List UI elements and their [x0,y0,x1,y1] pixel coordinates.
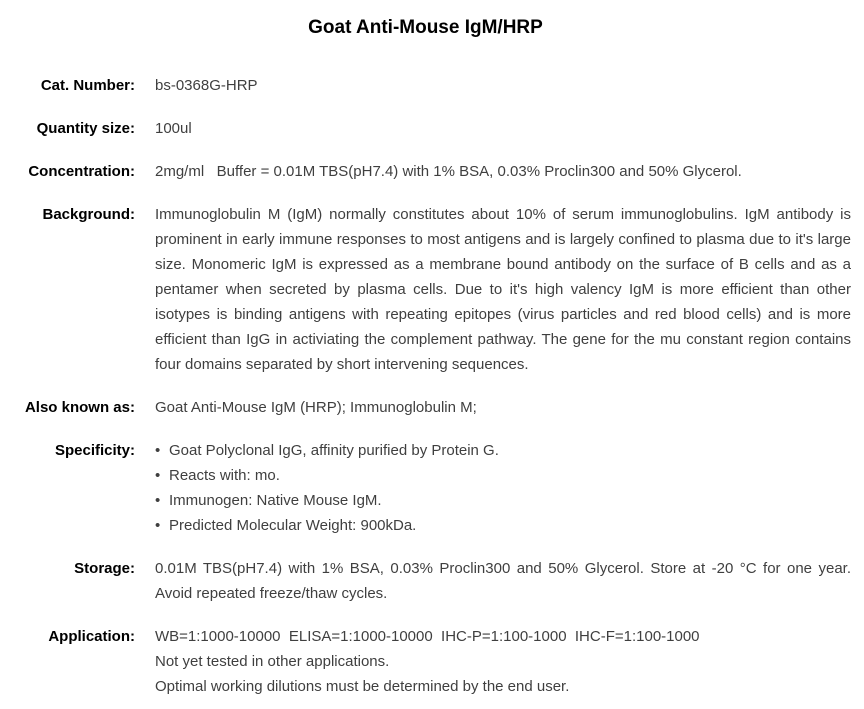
field-row-application [0,624,851,699]
field-row-specificity [0,438,851,538]
quantity-size-label: Quantity size: [36,120,135,137]
background-value: Immunoglobulin M (IgM) normally constitutes about 10% of serum immunoglobulins. IgM antibody is prominent in early immune responses to most antigens and is largely confined to plasma due to it's large size. Monomeric IgM is expressed as a membrane bound antibody on the surface of B cells and as a pentamer when secreted by plasma cells. Due to it's high valency IgM is more efficient than other isotypes is binding antigens with repeating epitopes (virus particles and red blood cells) and is more efficient than IgG in activiating the complement pathway. The gene for the mu constant region contains four domains separated by short intervening sequences. [155,206,851,373]
also-known-as-label: Also known as: [24,399,135,416]
concentration-value: 2mg/ml Buffer = 0.01M TBS(pH7.4) with 1% BSA, 0.03% Proclin300 and 50% Glycerol. [155,163,742,180]
field-row-background [0,202,851,377]
storage-label: Storage: [74,560,135,577]
field-row-storage [0,556,851,606]
concentration-label: Concentration: [28,163,135,180]
application-lines [155,624,851,699]
application-dilutions-line: WB=1:1000-10000 ELISA=1:1000-10000 IHC-P=1:100-1000 IHC-F=1:100-1000 [155,628,700,645]
field-row-also-known-as [0,395,851,420]
specificity-list-item: • Reacts with: mo. [155,463,851,488]
also-known-as-value: Goat Anti-Mouse IgM (HRP); Immunoglobulin M; [155,399,477,416]
cat-number-label: Cat. Number: [40,77,135,94]
page-title: Goat Anti-Mouse IgM/HRP [308,17,543,38]
field-row-cat-number [0,73,851,98]
storage-value: 0.01M TBS(pH7.4) with 1% BSA, 0.03% Proclin300 and 50% Glycerol. Store at -20 °C for one year. Avoid repeated freeze/thaw cycles. [155,560,851,602]
specificity-list-item: • Predicted Molecular Weight: 900kDa. [155,513,851,538]
specificity-list-item: • Goat Polyclonal IgG, affinity purified by Protein G. [155,438,851,463]
quantity-size-value: 100ul [155,120,192,137]
field-row-concentration [0,159,851,184]
application-label: Application: [48,628,135,645]
field-row-quantity-size [0,116,851,141]
cat-number-value: bs-0368G-HRP [155,77,258,94]
specificity-list-item: • Immunogen: Native Mouse IgM. [155,488,851,513]
specificity-label: Specificity: [54,442,135,459]
background-label: Background: [42,206,135,223]
application-note-line: Optimal working dilutions must be determined by the end user. [155,678,570,695]
application-note-line: Not yet tested in other applications. [155,653,390,670]
specificity-list [155,438,851,538]
